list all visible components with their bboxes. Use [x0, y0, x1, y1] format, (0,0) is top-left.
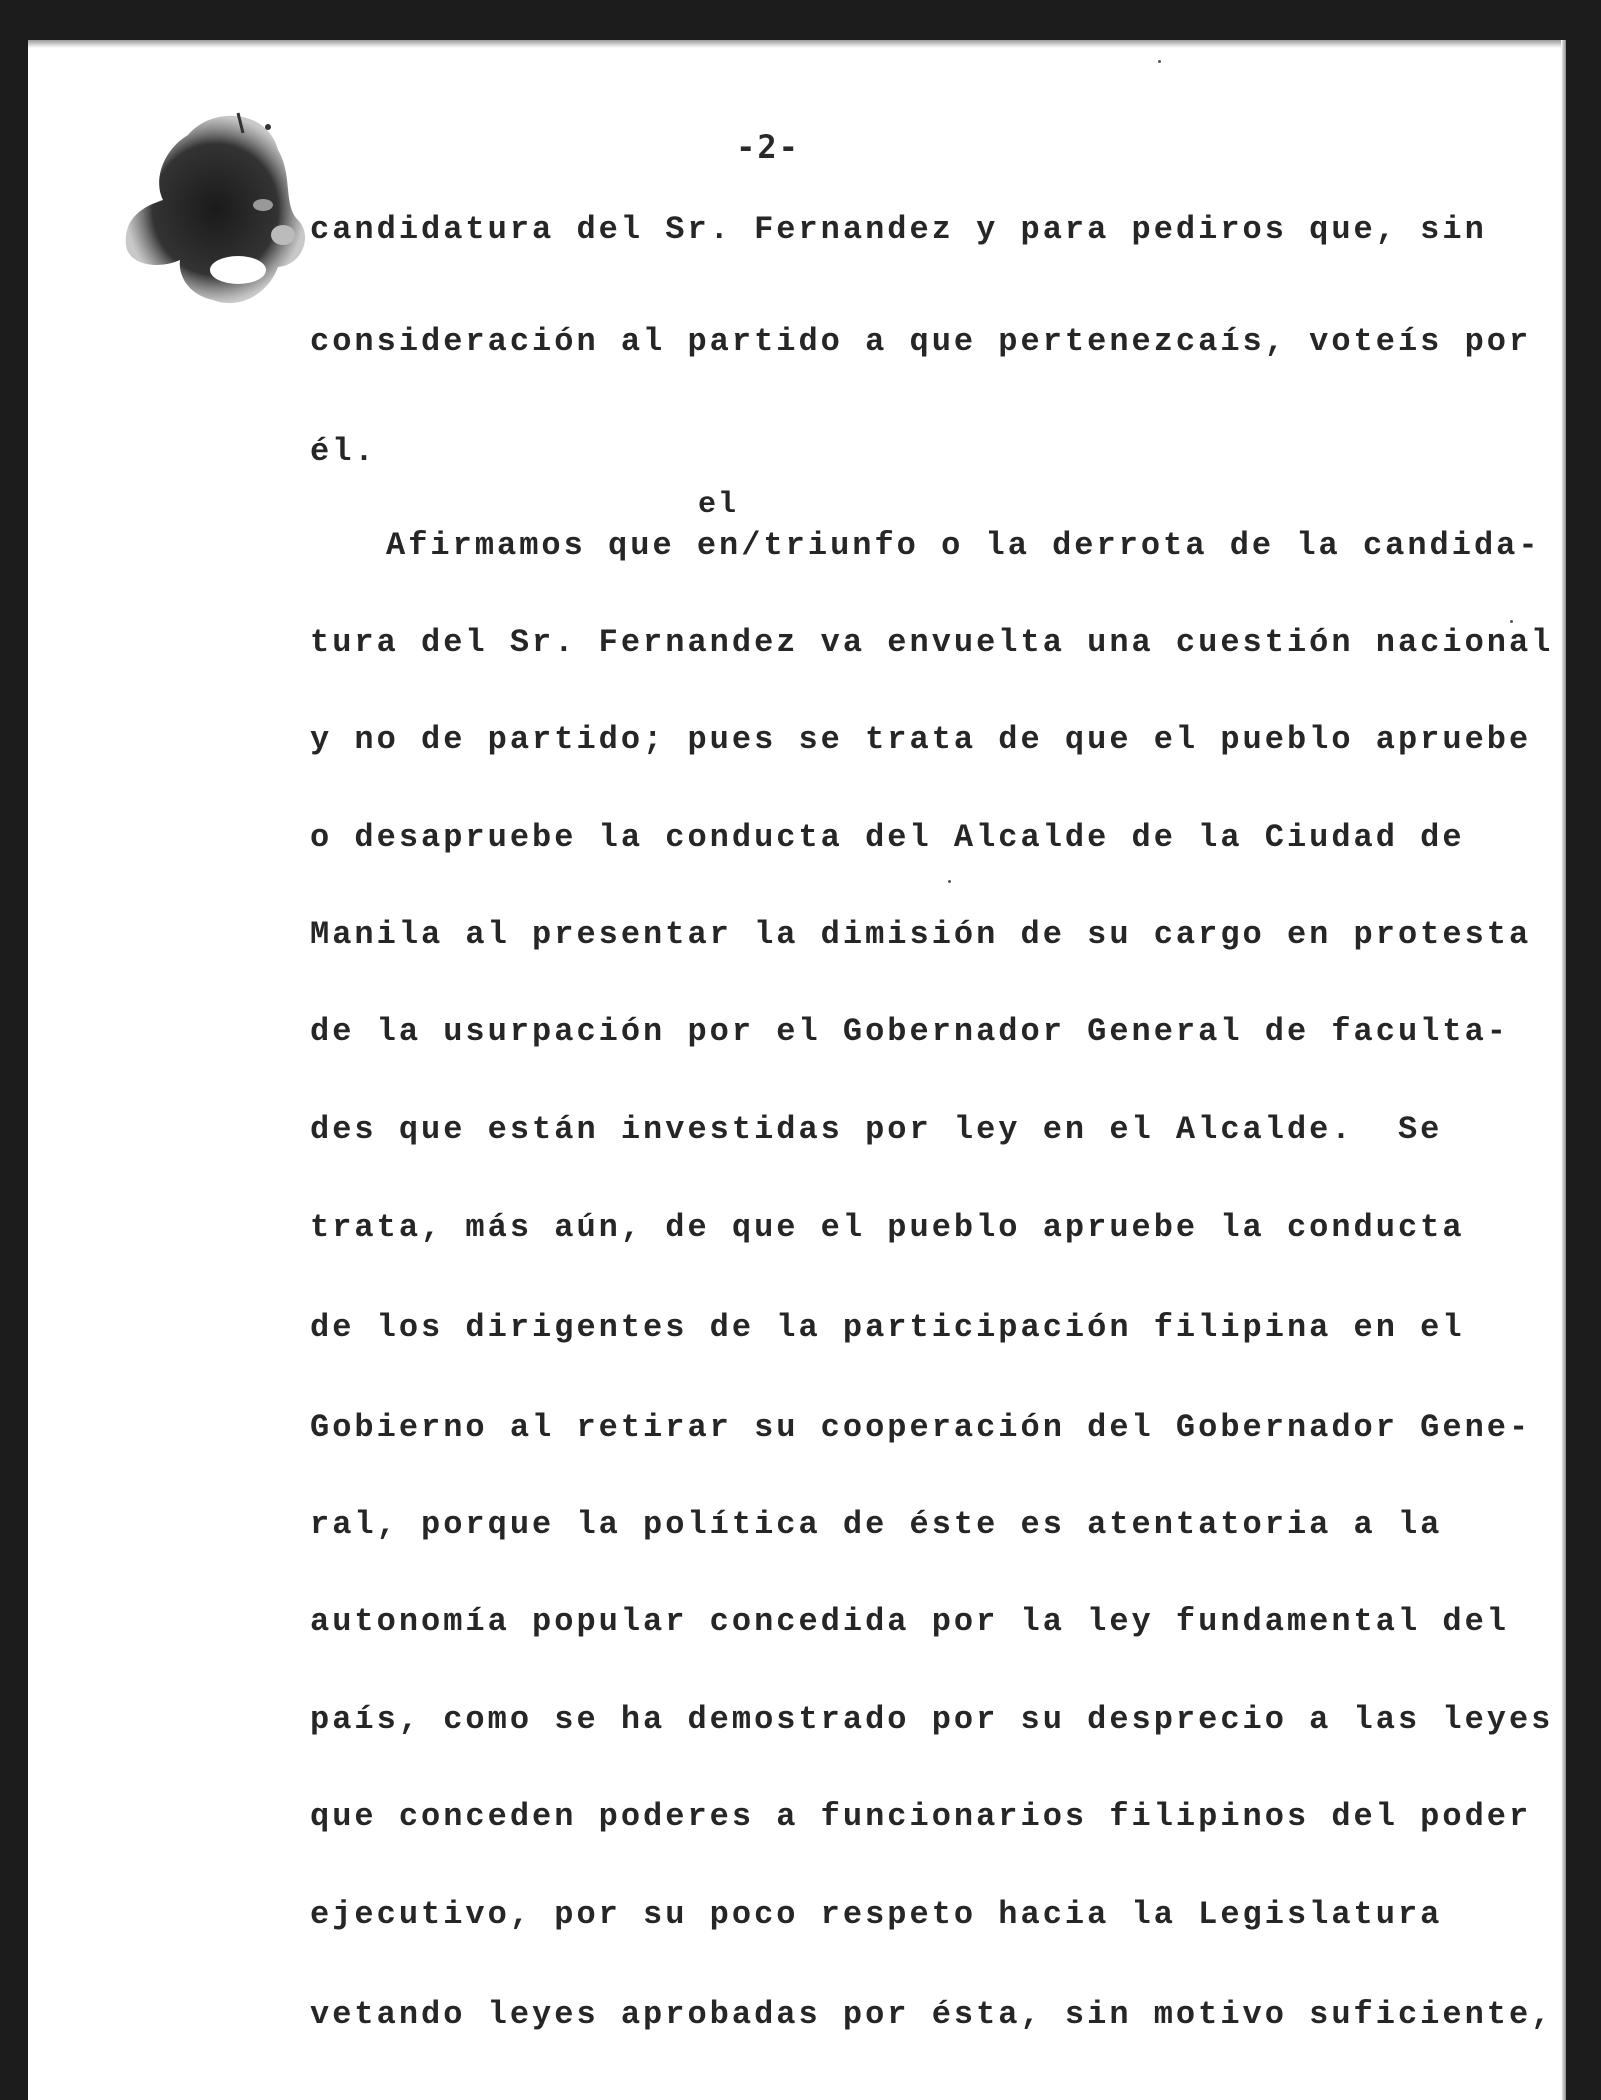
document-page: [28, 40, 1566, 2100]
interlinear-insertion: el: [698, 488, 739, 522]
text-line: que conceden poderes a funcionarios filipinos del poder: [310, 1798, 1532, 1835]
text-line: vetando leyes aprobadas por ésta, sin motivo suficiente,: [310, 1996, 1554, 2033]
text-line: ejecutivo, por su poco respeto hacia la Legislatura: [310, 1896, 1443, 1933]
text-line: él.: [310, 433, 377, 470]
page-right-edge: [1561, 40, 1566, 2100]
text-line: país, como se ha demostrado por su desprecio a las leyes: [310, 1701, 1554, 1738]
text-line: Manila al presentar la dimisión de su cargo en protesta: [310, 916, 1532, 953]
text-line: de la usurpación por el Gobernador General de faculta-: [310, 1013, 1509, 1050]
text-line: tura del Sr. Fernandez va envuelta una cuestión nacional: [310, 624, 1554, 661]
text-line: y no de partido; pues se trata de que el pueblo apruebe: [310, 721, 1532, 758]
page-number: -2-: [736, 128, 800, 166]
text-line: trata, más aún, de que el pueblo apruebe la conducta: [310, 1209, 1465, 1246]
page-top-edge: [28, 40, 1566, 48]
text-line: o desapruebe la conducta del Alcalde de la Ciudad de: [310, 819, 1465, 856]
text-line: ral, porque la política de éste es atentatoria a la: [310, 1506, 1443, 1543]
text-line: Gobierno al retirar su cooperación del Gobernador Gene-: [310, 1409, 1532, 1446]
text-line: candidatura del Sr. Fernandez y para pediros que, sin: [310, 211, 1487, 248]
text-line: des que están investidas por ley en el Alcalde. Se: [310, 1111, 1443, 1148]
text-line: de los dirigentes de la participación filipina en el: [310, 1309, 1465, 1346]
text-line: Afirmamos que en/triunfo o la derrota de la candida-: [386, 527, 1541, 564]
text-line: consideración al partido a que pertenezcaís, voteís por: [310, 323, 1532, 360]
text-line: autonomía popular concedida por la ley fundamental del: [310, 1603, 1509, 1640]
paper-speck: [1510, 620, 1513, 623]
paper-speck: [948, 880, 951, 883]
paper-speck: [1158, 60, 1161, 63]
